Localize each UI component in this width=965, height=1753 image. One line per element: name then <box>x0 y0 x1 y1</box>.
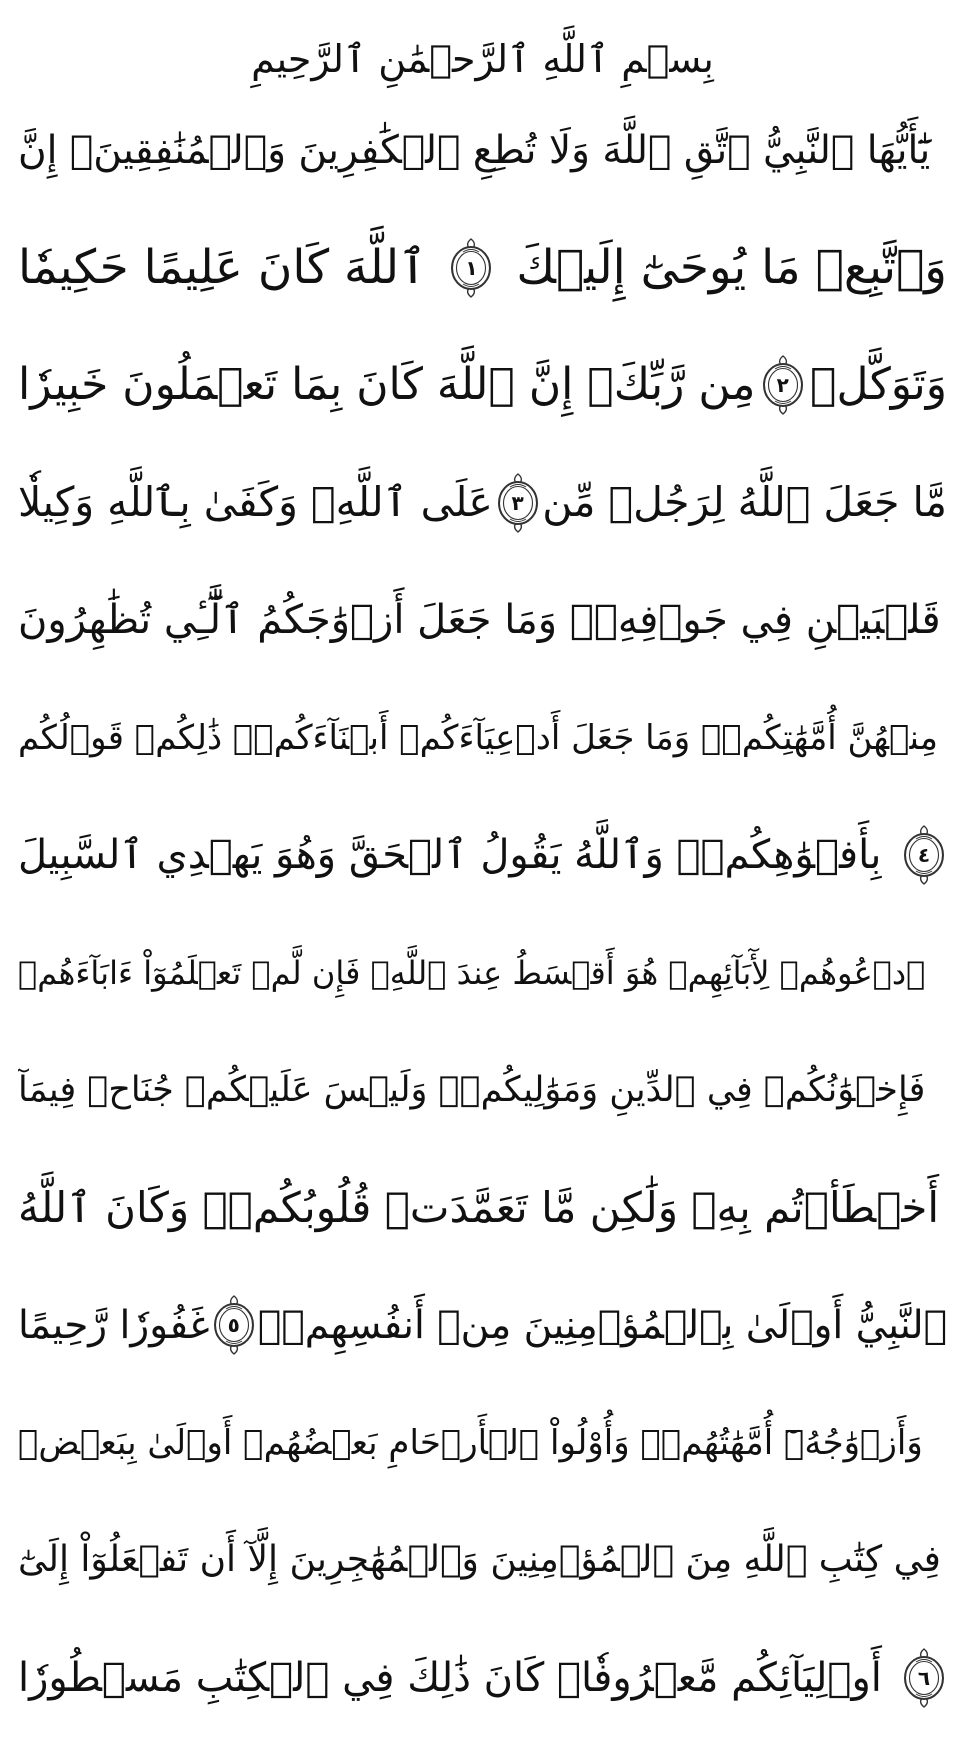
verse-text: أَوۡلِيَآئِكُم مَّعۡرُوفٗاۚ كَانَ ذَٰلِكَ فِي ٱلۡكِتَٰبِ مَسۡطُورٗا <box>18 1654 882 1701</box>
ayah-end-ornament-icon <box>760 354 806 416</box>
ayah-end-ornament-icon <box>495 472 541 534</box>
verse-text: مَّا جَعَلَ ٱللَّهُ لِرَجُلٖ مِّن <box>542 478 947 526</box>
verse-line <box>18 218 947 318</box>
verse-text: فِي كِتَٰبِ ٱللَّهِ مِنَ ٱلۡمُؤۡمِنِينَ وَٱلۡمُهَٰجِرِينَ إِلَّآ أَن تَفۡعَلُوٓاْ إِلَىٰٓ <box>18 1539 941 1580</box>
verse-text: وَتَوَكَّلۡ <box>810 359 947 410</box>
verse-text: يَٰٓأَيُّهَا ٱلنَّبِيُّ ٱتَّقِ ٱللَّهَ وَلَا تُطِعِ ٱلۡكَٰفِرِينَ وَٱلۡمُنَٰفِقِينَۚ إِنَّ <box>18 127 931 173</box>
ayah-end-ornament-icon <box>901 1647 947 1709</box>
verse-text: ٱدۡعُوهُمۡ لِأٓبَآئِهِمۡ هُوَ أَقۡسَطُ عِندَ ٱللَّهِۚ فَإِن لَّمۡ تَعۡلَمُوٓاْ ءَابَآءَهُمۡ <box>18 953 926 992</box>
verse-line <box>18 1628 947 1728</box>
ayah-end-ornament-icon <box>211 1294 257 1356</box>
verse-text: غَفُورٗا رَّحِيمًا <box>18 1302 210 1348</box>
ayah-number: ١ <box>465 255 478 280</box>
verse-text: ٱلنَّبِيُّ أَوۡلَىٰ بِٱلۡمُؤۡمِنِينَ مِنۡ أَنفُسِهِمۡۖ <box>257 1302 947 1348</box>
verse-text: بِأَفۡوَٰهِكُمۡۖ وَٱللَّهُ يَقُولُ ٱلۡحَقَّ وَهُوَ يَهۡدِي ٱلسَّبِيلَ <box>18 832 882 878</box>
ayah-number: ٢ <box>776 373 789 397</box>
verse-text: فَإِخۡوَٰنُكُمۡ فِي ٱلدِّينِ وَمَوَٰلِيكُمۡۚ وَلَيۡسَ عَلَيۡكُمۡ جُنَاحٞ فِيمَآ <box>18 1069 926 1110</box>
verse-line <box>18 688 947 788</box>
ayah-end-ornament-icon <box>448 237 494 299</box>
verse-text: وَٱتَّبِعۡ مَا يُوحَىٰٓ إِلَيۡكَ <box>516 240 947 295</box>
verse-text: وَأَزۡوَٰجُهُۥٓ أُمَّهَٰتُهُمۡۗ وَأُوْلُواْ ٱلۡأَرۡحَامِ بَعۡضُهُمۡ أَوۡلَىٰ بِبَعۡضٖ <box>18 1422 923 1463</box>
verse-text: مِنۡهُنَّ أُمَّهَٰتِكُمۡۚ وَمَا جَعَلَ أَدۡعِيَآءَكُمۡ أَبۡنَآءَكُمۡۚ ذَٰلِكُمۡ قَوۡلُكُم <box>18 717 938 758</box>
verse-line <box>18 805 947 905</box>
verse-line <box>18 1158 947 1258</box>
verse-line <box>18 100 947 200</box>
verse-text: عَلَى ٱللَّهِۚ وَكَفَىٰ بِٱللَّهِ وَكِيلٗا <box>18 478 493 526</box>
verse-text: ٱللَّهَ كَانَ عَلِيمًا حَكِيمٗا <box>18 240 427 295</box>
verse-line <box>18 1393 947 1493</box>
verse-text: مِن رَّبِّكَۚ إِنَّ ٱللَّهَ كَانَ بِمَا تَعۡمَلُونَ خَبِيرٗا <box>18 359 756 410</box>
verse-line <box>18 923 947 1023</box>
ayah-number: ٥ <box>227 1313 240 1337</box>
verse-line <box>18 1510 947 1610</box>
verse-line <box>18 1275 947 1375</box>
verse-text: قَلۡبَيۡنِ فِي جَوۡفِهِۦۚ وَمَا جَعَلَ أَزۡوَٰجَكُمُ ٱلَّٰٓـِٔي تُظَٰهِرُونَ <box>18 597 941 643</box>
basmala: بِسۡمِ ٱللَّهِ ٱلرَّحۡمَٰنِ ٱلرَّحِيمِ <box>251 37 714 81</box>
verse-line <box>18 570 947 670</box>
verse-text: أَخۡطَأۡتُم بِهِۦ وَلَٰكِن مَّا تَعَمَّدَتۡ قُلُوبُكُمۡۚ وَكَانَ ٱللَّهُ <box>18 1182 940 1232</box>
ayah-number: ٣ <box>511 490 524 515</box>
verse-line <box>18 1040 947 1140</box>
ayah-number: ٤ <box>917 843 931 867</box>
verse-line <box>18 335 947 435</box>
ayah-end-ornament-icon <box>901 824 947 886</box>
verse-line <box>18 453 947 553</box>
ayah-number: ٦ <box>917 1665 931 1690</box>
